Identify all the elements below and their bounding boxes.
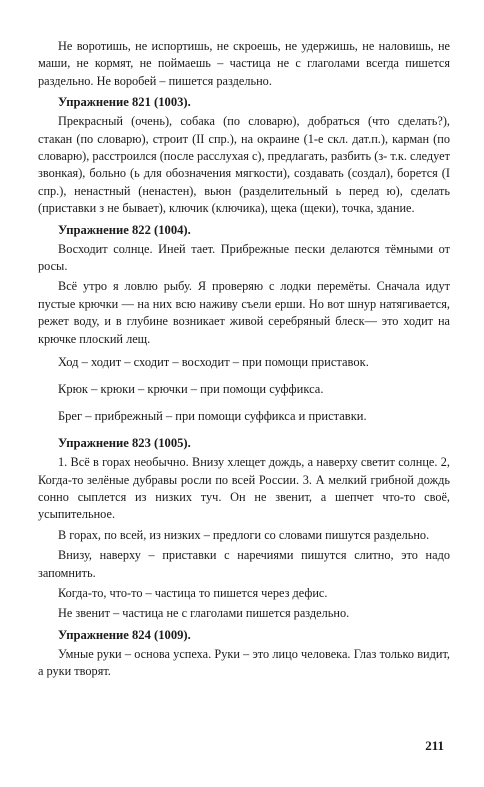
derivation-hod: Ход – ходит – сходит – восходит – при помощи приставок. (58, 355, 369, 370)
intro-paragraph: Не воротишь, не испортишь, не скроешь, не удержишь, не наловишь, не маши, не кормят, не поймаешь – частица не с глаголами всегда пишется раздельно. Не воробей – пишется раздельно. (38, 39, 450, 88)
exercise-824-text: Умные руки – основа успеха. Руки – это лицо человека. Глаз только видит, а руки творят. (38, 646, 450, 679)
exercise-823-rule-prefixes: Внизу, наверху – приставки с наречиями пишутся слитно, это надо запомнить. (38, 548, 450, 580)
exercise-823-rule-ne: Не звенит – частица не с глаголами пишется раздельно. (58, 606, 350, 621)
exercise-823-rule-prepositions: В горах, по всей, из низких – предлоги со словами пишутся раздельно. (58, 527, 430, 542)
exercise-823-heading: Упражнение 823 (1005). (58, 436, 191, 451)
derivation-kryuk: Крюк – крюки – крючки – при помощи суффикса. (58, 382, 324, 397)
derivation-breg: Брег – прибрежный – при помощи суффикса и приставки. (58, 409, 367, 424)
page-number: 211 (425, 738, 444, 753)
exercise-824-heading: Упражнение 824 (1009). (58, 627, 191, 642)
exercise-822-sentences: Восходит солнце. Иней тает. Прибрежные пески делаются тёмными от росы. (38, 241, 450, 274)
exercise-823-text: 1. Всё в горах необычно. Внизу хлещет дождь, а наверху светит солнце. 2, Когда-то зелёные дубравы росли по всей России. 3. А мелкий грибной дождь сонно сыплется из низких туч. Он не звенит, а шепчет что-то своё, усыпительное. (38, 455, 450, 522)
exercise-823-rule-to: Когда-то, что-то – частица то пишется через дефис. (58, 585, 328, 600)
exercise-821-heading: Упражнение 821 (1003). (58, 95, 191, 110)
exercise-821-text: Прекрасный (очень), собака (по словарю), добраться (что сделать?), стакан (по словарю), строит (II спр.), на окраине (1-е скл. дат.п.), карман (по словарю), расстроился (после расслухая с), предлагать, разбить (з- т.к. следует звонкая), больно (ь для обозначения мягкости), создавать (создал), борется (I спр.), ненастный (ненастен), вьюн (разделительный ь перед ю), сделать (приставки з не бывает), ключик (ключика), щека (щеки), точка, здание. (38, 114, 450, 216)
exercise-822-heading: Упражнение 822 (1004). (58, 222, 191, 237)
exercise-822-text: Всё утро я ловлю рыбу. Я проверяю с лодки перемёты. Сначала идут пустые крючки — на них всю наживу съели ерши. Но вот шнур натягивается, режет воду, и в глубине возникает живой серебряный блеск— это ходит на крючке плоский лещ. (38, 279, 450, 346)
